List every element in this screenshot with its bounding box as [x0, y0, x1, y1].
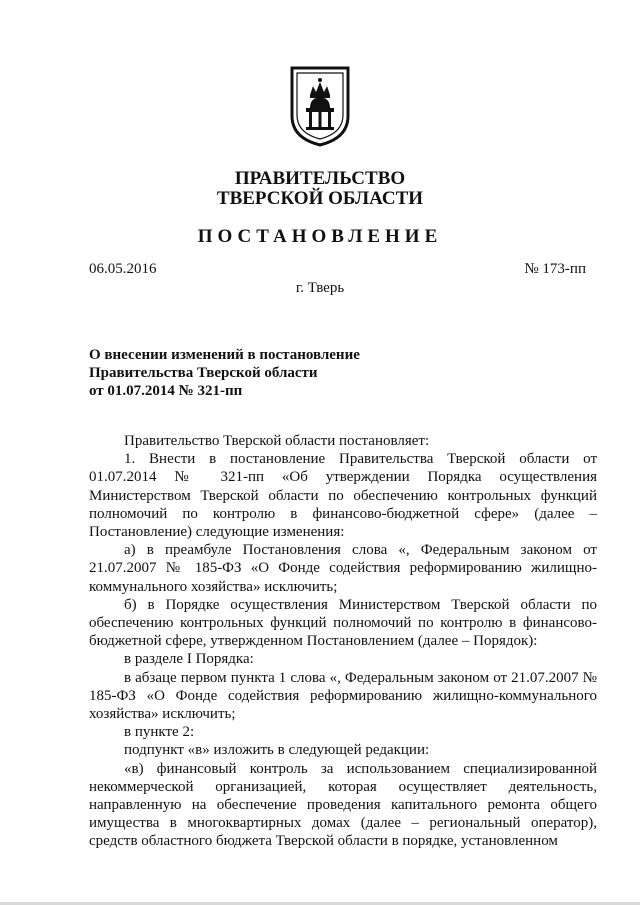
subject-line: О внесении изменений в постановление: [89, 347, 360, 363]
body-paragraph: а) в преамбуле Постановления слова «, Федеральным законом от 21.07.2007 № 185-ФЗ «О Фонде содействия реформированию жилищно-коммунального хозяйства» исключить;: [89, 542, 597, 595]
document-type-title: ПОСТАНОВЛЕНИЕ: [197, 226, 443, 247]
document-number: № 173-пп: [524, 261, 586, 277]
subject-line: от 01.07.2014 № 321-пп: [89, 383, 243, 399]
subject-line: Правительства Тверской области: [89, 365, 318, 381]
document-city: г. Тверь: [295, 280, 345, 296]
body-paragraph: подпункт «в» изложить в следующей редакции:: [124, 742, 430, 759]
document-subject: [89, 346, 360, 400]
government-name-line1: ПРАВИТЕЛЬСТВО: [234, 168, 406, 189]
body-paragraph: в пункте 2:: [124, 724, 195, 741]
body-paragraph: «в) финансовый контроль за использованием специализированной некоммерческой организацией, которая осуществляет деятельность, направленную на обеспечение проведения капитального ремонта общего имущества в многоквартирных домах (далее – региональный оператор), средств областного бюджета Тверской области в порядке, установленном: [89, 760, 597, 850]
tver-coat-of-arms-icon: [288, 64, 352, 148]
government-name-line2: ТВЕРСКОЙ ОБЛАСТИ: [216, 188, 424, 209]
body-paragraph: Правительство Тверской области постановляет:: [124, 433, 430, 449]
body-paragraph: в разделе I Порядка:: [124, 651, 254, 668]
document-body: [89, 432, 597, 851]
body-paragraph: б) в Порядке осуществления Министерством Тверской области по обеспечению контрольных функций полномочий по контролю в финансово-бюджетной сфере, утвержденном Постановлением (далее – Порядок):: [89, 596, 597, 650]
body-paragraph: 1. Внести в постановление Правительства Тверской области от 01.07.2014 № 321-пп «Об утверждении Порядка осуществления Министерством Тверской области по обеспечению контрольных функций полномочий по контролю в финансово-бюджетной сфере» (далее – Постановление) следующие изменения:: [89, 451, 597, 541]
body-paragraph: в абзаце первом пункта 1 слова «, Федеральным законом от 21.07.2007 № 185-ФЗ «О Фонде содействия реформированию жилищно-коммунального хозяйства» исключить;: [89, 669, 597, 723]
document-date: 06.05.2016: [89, 261, 157, 277]
